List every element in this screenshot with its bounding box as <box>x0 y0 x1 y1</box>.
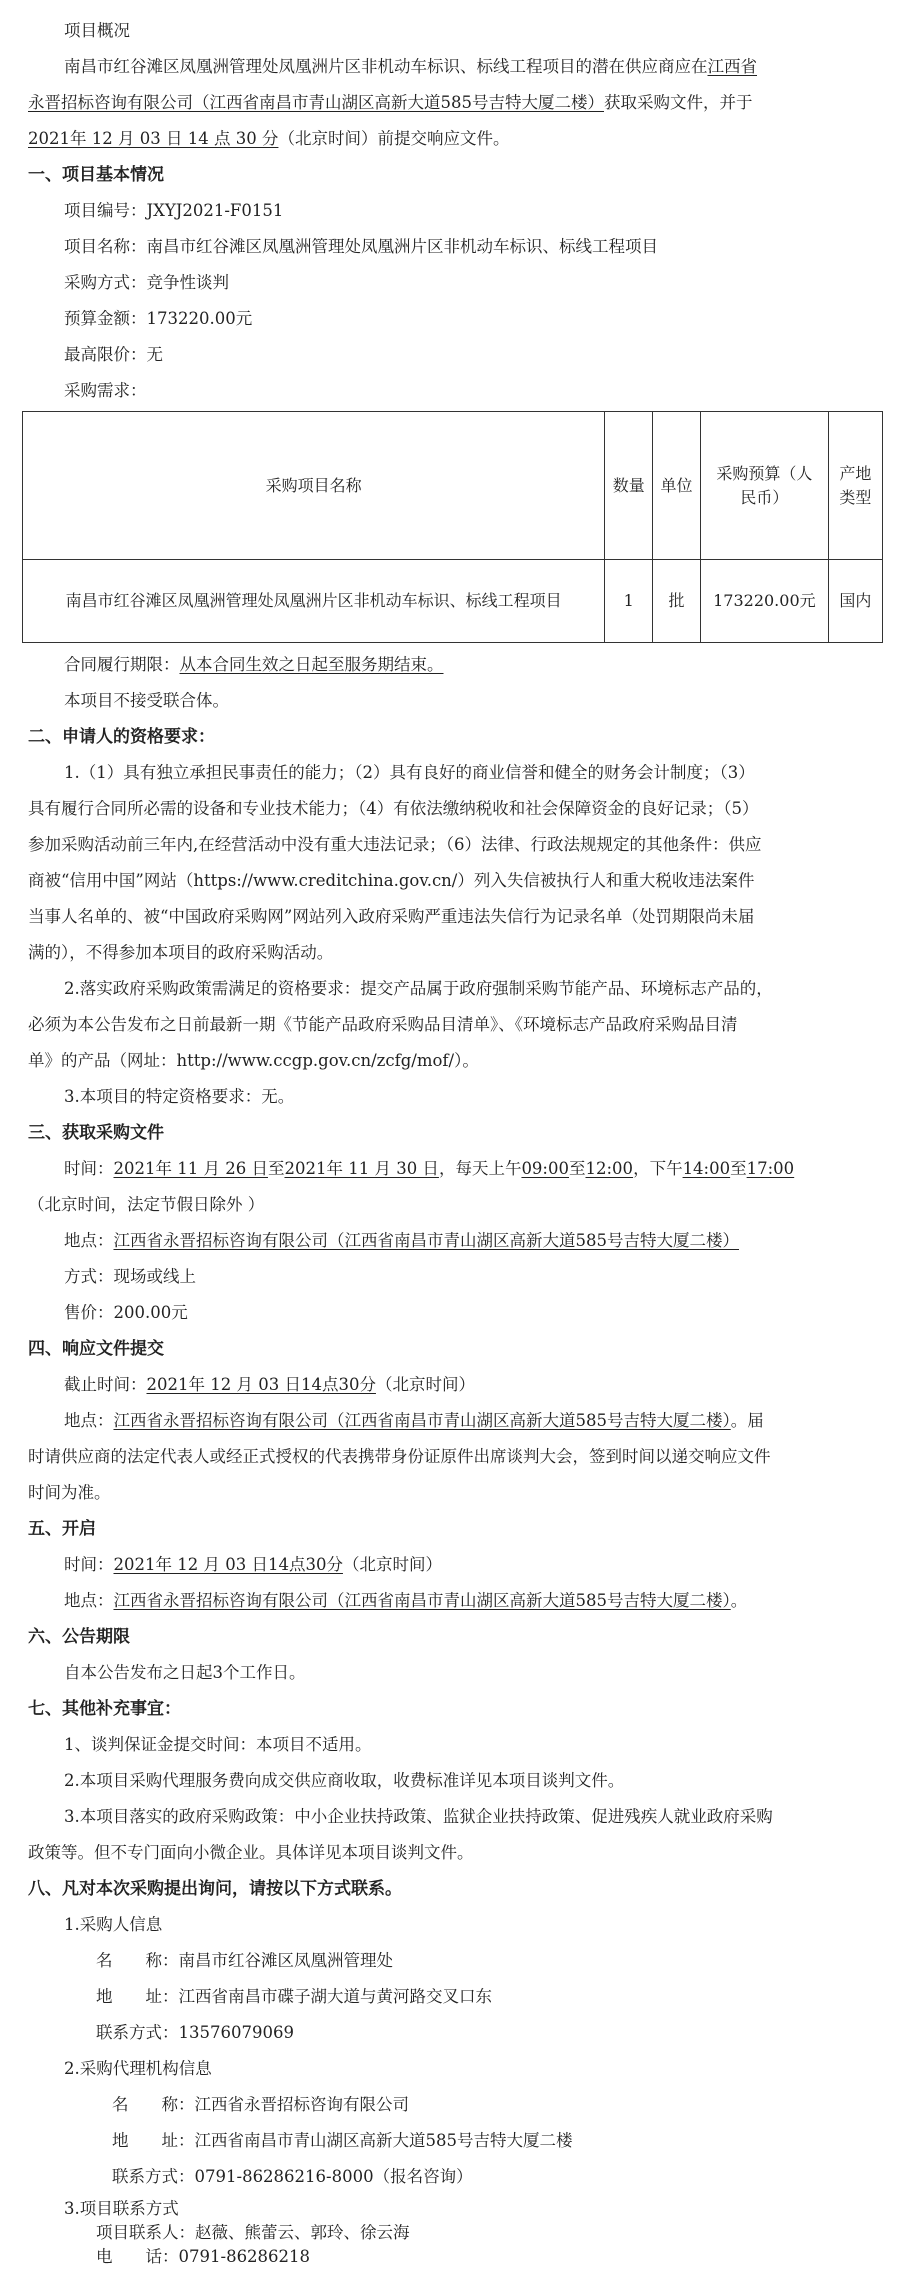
intro-deadline: 2021年 12 月 03 日 14 点 30 分 <box>28 129 279 148</box>
obtain-place <box>0 1230 913 1252</box>
submission-place-value: 江西省永晋招标咨询有限公司（江西省南昌市青山湖区高新大道585号吉特大厦二楼） <box>113 1411 731 1430</box>
td-origin-type: 国内 <box>828 560 882 643</box>
max-price: 最高限价：无 <box>64 345 163 364</box>
table-row <box>23 560 883 643</box>
intro-text: （北京时间）前提交响应文件。 <box>278 129 510 148</box>
opening-place-value: 江西省永晋招标咨询有限公司（江西省南昌市青山湖区高新大道585号吉特大厦二楼） <box>113 1591 731 1610</box>
intro-agency-link: 江西省 <box>707 57 757 76</box>
submission-place-label: 地点： <box>64 1411 114 1430</box>
th-budget: 采购预算（人民币） <box>700 412 828 560</box>
qualification-p1-line: 满的），不得参加本项目的政府采购活动。 <box>28 943 334 962</box>
td-unit: 批 <box>653 560 701 643</box>
td-project-name: 南昌市红谷滩区凤凰洲管理处凤凰洲片区非机动车标识、标线工程项目 <box>23 560 605 643</box>
pm-start: 14:00 <box>682 1159 731 1178</box>
pm-end: 17:00 <box>746 1159 795 1178</box>
deadline-note: （北京时间） <box>375 1375 475 1394</box>
am-start: 09:00 <box>521 1159 569 1178</box>
section-2-title: 二、申请人的资格要求： <box>28 727 215 747</box>
contract-period-label: 合同履行期限： <box>64 655 180 674</box>
contract-period <box>0 654 913 676</box>
purchaser-address: 地 址：江西省南昌市碟子湖大道与黄河路交叉口东 <box>96 1987 492 2006</box>
intro-line-3 <box>0 128 913 150</box>
agency-info-title: 2.采购代理机构信息 <box>64 2059 212 2078</box>
procurement-needs-label: 采购需求： <box>64 381 147 400</box>
section-8-title: 八、凡对本次采购提出询问，请按以下方式联系。 <box>28 1879 402 1899</box>
qualification-p2-line: 必须为本公告发布之日前最新一期《节能产品政府采购品目清单》、《环境标志产品政府采购品目清 <box>28 1015 738 1034</box>
to-label: 至 <box>569 1159 586 1178</box>
opening-place-label: 地点： <box>64 1591 114 1610</box>
obtain-method: 方式：现场或线上 <box>64 1267 196 1286</box>
submission-place-tail: 。届 <box>730 1411 764 1430</box>
section-4-title: 四、响应文件提交 <box>28 1339 164 1359</box>
opening-time <box>0 1554 913 1576</box>
overview-heading: 项目概况 <box>64 21 130 40</box>
purchaser-info-title: 1.采购人信息 <box>64 1915 163 1934</box>
intro-line-2 <box>0 92 913 114</box>
agency-address: 地 址：江西省南昌市青山湖区高新大道585号吉特大厦二楼 <box>112 2131 573 2150</box>
qualification-p2-line: 单》的产品（网址：http://www.ccgp.gov.cn/zcfg/mof/）。 <box>28 1051 479 1070</box>
budget-amount: 预算金额：173220.00元 <box>64 309 253 328</box>
qualification-p1-line: 参加采购活动前三年内,在经营活动中没有重大违法记录；（6）法律、行政法规规定的其他条件：供应 <box>28 835 762 854</box>
obtain-time-note: （北京时间，法定节假日除外 ） <box>28 1195 265 1214</box>
deadline-label: 截止时间： <box>64 1375 147 1394</box>
opening-time-label: 时间： <box>64 1555 114 1574</box>
deadline-value: 2021年 12 月 03 日14点30分 <box>146 1375 376 1394</box>
consortium-note: 本项目不接受联合体。 <box>64 691 229 710</box>
opening-place-tail: 。 <box>730 1591 748 1610</box>
section-1-title: 一、项目基本情况 <box>28 165 164 185</box>
td-quantity: 1 <box>605 560 653 643</box>
project-code: 项目编号：JXYJ2021-F0151 <box>64 201 284 220</box>
th-origin-type: 产地类型 <box>828 412 882 560</box>
obtain-time-label: 时间： <box>64 1159 114 1178</box>
th-quantity: 数量 <box>605 412 653 560</box>
project-contact-title: 3.项目联系方式 <box>64 2199 179 2218</box>
procurement-method: 采购方式：竞争性谈判 <box>64 273 229 292</box>
submission-note-line: 时间为准。 <box>28 1483 111 1502</box>
obtain-date-to: 2021年 11 月 30 日 <box>284 1159 439 1178</box>
contract-period-value: 从本合同生效之日起至服务期结束。 <box>179 655 444 674</box>
obtain-place-value: 江西省永晋招标咨询有限公司（江西省南昌市青山湖区高新大道585号吉特大厦二楼） <box>113 1231 739 1250</box>
supplement-item-3-cont: 政策等。但不专门面向小微企业。具体详见本项目谈判文件。 <box>28 1843 474 1862</box>
announcement-period: 自本公告发布之日起3个工作日。 <box>64 1663 306 1682</box>
intro-agency-address: 永晋招标咨询有限公司（江西省南昌市青山湖区高新大道585号吉特大厦二楼） <box>28 93 604 112</box>
pm-label: ，下午 <box>633 1159 683 1178</box>
qualification-p1-line: 具有履行合同所必需的设备和专业技术能力；（4）有依法缴纳税收和社会保障资金的良好记录；（5） <box>28 799 759 818</box>
supplement-item-2: 2.本项目采购代理服务费向成交供应商收取，收费标准详见本项目谈判文件。 <box>64 1771 625 1790</box>
document-price: 售价：200.00元 <box>64 1303 188 1322</box>
qualification-p1-line: 商被“信用中国”网站（https://www.creditchina.gov.cn/）列入失信被执行人和重大税收违法案件 <box>28 871 755 890</box>
obtain-time <box>0 1158 913 1180</box>
section-6-title: 六、公告期限 <box>28 1627 130 1647</box>
agency-name: 名 称：江西省永晋招标咨询有限公司 <box>112 2095 409 2114</box>
submission-place <box>0 1410 913 1432</box>
supplement-item-1: 1、谈判保证金提交时间：本项目不适用。 <box>64 1735 372 1754</box>
table-header-row <box>23 412 883 560</box>
qualification-p1-line: 当事人名单的、被“中国政府采购网”网站列入政府采购严重违法失信行为记录名单（处罚期限尚未届 <box>28 907 755 926</box>
obtain-place-label: 地点： <box>64 1231 114 1250</box>
opening-time-value: 2021年 12 月 03 日14点30分 <box>113 1555 343 1574</box>
am-end: 12:00 <box>585 1159 634 1178</box>
project-contacts: 项目联系人：赵薇、熊蕾云、郭玲、徐云海 <box>96 2223 410 2242</box>
th-unit: 单位 <box>653 412 701 560</box>
section-5-title: 五、开启 <box>28 1519 96 1539</box>
intro-text: 获取采购文件，并于 <box>604 93 753 112</box>
project-name: 项目名称：南昌市红谷滩区凤凰洲管理处凤凰洲片区非机动车标识、标线工程项目 <box>64 237 658 256</box>
intro-line-1 <box>0 56 913 78</box>
submission-deadline <box>0 1374 913 1396</box>
section-7-title: 七、其他补充事宜： <box>28 1699 181 1719</box>
intro-text: 南昌市红谷滩区凤凰洲管理处凤凰洲片区非机动车标识、标线工程项目的潜在供应商应在 <box>64 57 708 76</box>
am-label: ，每天上午 <box>438 1159 522 1178</box>
to-label: 至 <box>730 1159 747 1178</box>
procurement-table <box>22 411 883 643</box>
opening-place <box>0 1590 913 1612</box>
project-phone: 电 话：0791-86286218 <box>96 2247 311 2266</box>
qualification-p3: 3.本项目的特定资格要求：无。 <box>64 1087 295 1106</box>
qualification-p1-line: 1.（1）具有独立承担民事责任的能力；（2）具有良好的商业信誉和健全的财务会计制度；（3） <box>64 763 755 782</box>
opening-time-note: （北京时间） <box>342 1555 442 1574</box>
qualification-p2-line: 2.落实政府采购政策需满足的资格要求：提交产品属于政府强制采购节能产品、环境标志产品的， <box>64 979 773 998</box>
purchaser-name: 名 称：南昌市红谷滩区凤凰洲管理处 <box>96 1951 393 1970</box>
section-3-title: 三、获取采购文件 <box>28 1123 164 1143</box>
submission-note-line: 时请供应商的法定代表人或经正式授权的代表携带身份证原件出席谈判大会，签到时间以递交响应文件 <box>28 1447 771 1466</box>
td-budget: 173220.00元 <box>700 560 828 643</box>
th-project-name: 采购项目名称 <box>23 412 605 560</box>
supplement-item-3: 3.本项目落实的政府采购政策：中小企业扶持政策、监狱企业扶持政策、促进残疾人就业政府采购 <box>64 1807 773 1826</box>
to-label: 至 <box>267 1159 285 1178</box>
obtain-date-from: 2021年 11 月 26 日 <box>113 1159 268 1178</box>
purchaser-phone: 联系方式：13576079069 <box>96 2023 294 2042</box>
agency-phone: 联系方式：0791-86286216-8000（报名咨询） <box>112 2167 473 2186</box>
